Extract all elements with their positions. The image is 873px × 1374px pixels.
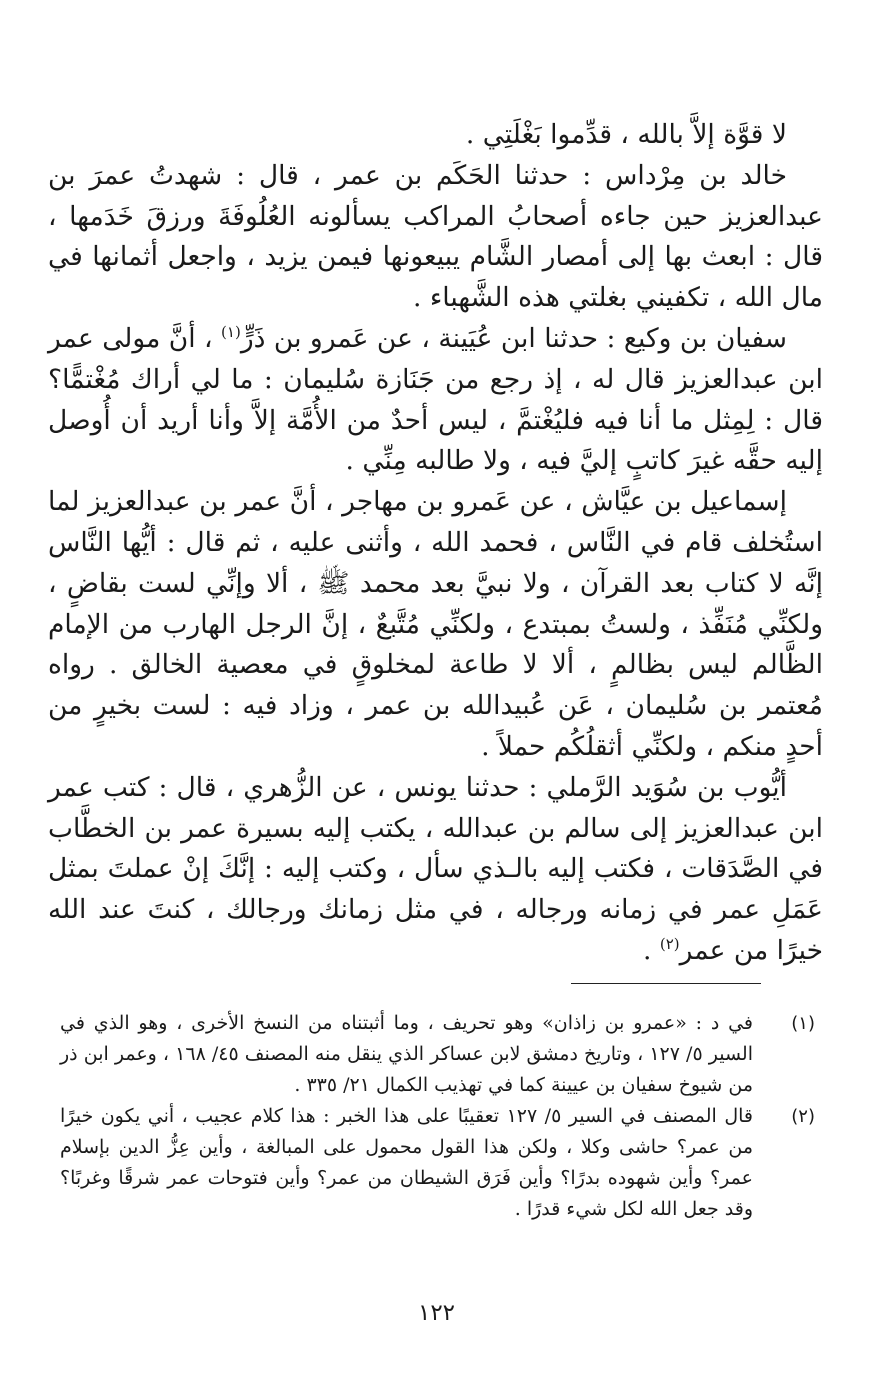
footnote-text: قال المصنف في السير ٥/ ١٢٧ تعقيبًا على هذا الخبر : هذا كلام عجيب ، أني يكون خيرًا من عمر؟ حاشى وكلا ، ولكن هذا القول محمول على المبالغة ، وأين عِزُّ الدين بإسلام عمر؟ وأين شهوده بدرًا؟ وأين فَرَق الشيطان من عمر؟ وأين فتوحات عمر شرقًا وغربًا؟ وقد جعل الله لكل شيء قدرًا . — [60, 1105, 753, 1220]
footnotes — [60, 1008, 815, 1225]
paragraph-khalid: خالد بن مِرْداس : حدثنا الحَكَم بن عمر ، قال : شهدتُ عمرَ بن عبدالعزيز حين جاءه أصحابُ المراكب يسألونه العُلُوفَةَ ورزقَ خَدَمها ، قال : ابعث بها إلى أمصار الشَّام يبيعونها فيمن يزيد ، واجعل أثمانها في مال الله ، تكفيني بغلتي هذه الشَّهباء . — [48, 159, 823, 314]
footnote-ref-1[interactable]: (١) — [221, 323, 241, 342]
paragraph-ayyub-part-b: . — [643, 934, 660, 966]
paragraph-sufyan-part-b: ، أنَّ مولى عمر ابن عبدالعزيز قال له ، إذ رجع من جَنَازة سُليمان : ما لي أراك مُغْتمًّا؟ قال : لِمِثل ما أنا فيه فليُغْتمَّ ، ليس أحدٌ من الأُمَّة إلاَّ وأنا أريد أن أُوصل إليه حقَّه غيرَ كاتبٍ إليَّ فيه ، ولا طالبه مِنِّي . — [48, 322, 823, 477]
paragraph-ayyub-part-a: أيُّوب بن سُوَيد الرَّملي : حدثنا يونس ، عن الزُّهري ، قال : كتب عمر ابن عبدالعزيز إلى سالم بن عبدالله ، يكتب إليه بسيرة عمر بن الخطَّاب في الصَّدَقات ، فكتب إليه بالـذي سأل ، وكتب إليه : إنَّكَ إنْ عملتَ بمثل عَمَلِ عمر في زمانه ورجاله ، في مثل زمانك ورجالك ، كنتَ عند الله خيرًا من عمر — [48, 771, 823, 966]
footnote-1 — [60, 1008, 815, 1101]
paragraph-closing-line: لا قوَّة إلاَّ بالله ، قدِّموا بَغْلَتِي . — [465, 119, 787, 150]
paragraph-sufyan — [48, 319, 823, 482]
paragraph-ayyub — [48, 768, 823, 972]
paragraph-sufyan-part-a: سفيان بن وكيع : حدثنا ابن عُيَينة ، عن عَمرو بن ذَرٍّ — [240, 322, 787, 354]
footnote-number: (١) — [791, 1013, 815, 1034]
footnote-2 — [60, 1101, 815, 1225]
footnote-separator — [571, 983, 761, 984]
footnote-text: في د : «عمرو بن زاذان» وهو تحريف ، وما أثبتناه من النسخ الأخرى ، وهو الذي في السير ٥/ ١٢٧ ، وتاريخ دمشق لابن عساكر الذي ينقل منه المصنف ٤٥/ ١٦٨ ، وعمر ابن ذر من شيوخ سفيان بن عيينة كما في تهذيب الكمال ٢١/ ٣٣٥ . — [60, 1012, 753, 1096]
footnote-ref-2[interactable]: (٢) — [659, 935, 680, 954]
page-number: ١٢٢ — [417, 1300, 456, 1326]
main-text — [48, 115, 823, 972]
footnote-number: (٢) — [791, 1106, 815, 1127]
paragraph-ismail: إسماعيل بن عيَّاش ، عن عَمرو بن مهاجر ، أنَّ عمر بن عبدالعزيز لما استُخلف قام في النَّاس ، فحمد الله ، وأثنى عليه ، ثم قال : أيُّها النَّاس إنَّه لا كتاب بعد القرآن ، ولا نبيَّ بعد محمد ﷺ ، ألا وإنِّي لست بقاضٍ ، ولكنِّي مُنَفِّذ ، ولستُ بمبتدع ، ولكنِّي مُتَّبعٌ ، إنَّ الرجل الهارب من الإمام الظَّالم ليس بظالمٍ ، ألا لا طاعة لمخلوقٍ في معصية الخالق . رواه مُعتمر بن سُليمان ، عَن عُبيدالله بن عمر ، وزاد فيه : لست بخيرٍ من أحدٍ منكم ، ولكنِّي أثقلُكُم حملاً . — [48, 486, 823, 762]
